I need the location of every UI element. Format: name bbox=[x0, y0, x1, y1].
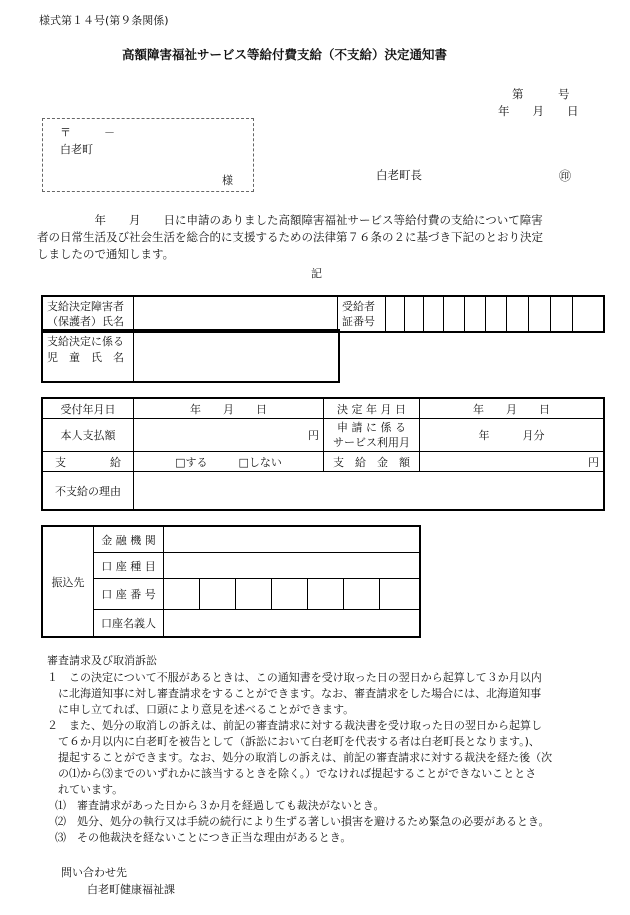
bank-label: 金 融 機 関 bbox=[94, 527, 164, 553]
contact-label: 問い合わせ先 bbox=[61, 866, 127, 879]
cert-digit-box[interactable] bbox=[405, 297, 424, 332]
recipient-label-line-2: （保護者）氏名 bbox=[47, 315, 124, 328]
contact-department: 白老町健康福祉課 bbox=[87, 883, 175, 896]
note-2-line-5: れています。 bbox=[47, 783, 124, 796]
service-month-field[interactable]: 年 月分 bbox=[420, 419, 604, 452]
page-title: 高額障害福祉サービス等給付費支給（不支給）決定通知書 bbox=[122, 47, 448, 62]
payment-no-checkbox[interactable]: □しない bbox=[238, 455, 282, 469]
note-2-line-3: 提起することができます。なお、処分の取消しの訴えは、前記の審査請求に対する裁決を経た後（次 bbox=[47, 751, 553, 764]
cert-digit-box[interactable] bbox=[386, 297, 405, 332]
receipt-date-label: 受付年月日 bbox=[43, 399, 134, 419]
note-1-line-3: に申し立てれば、口頭により意見を述べることができます。 bbox=[47, 703, 355, 716]
child-label-line-1: 支給決定に係る bbox=[47, 335, 124, 348]
account-holder-label: 口座名義人 bbox=[94, 610, 164, 637]
account-digit-box[interactable] bbox=[308, 579, 344, 610]
condition-1: ⑴ 審査請求があった日から３か月を経過しても裁決がないとき。 bbox=[55, 799, 385, 812]
account-type-field[interactable] bbox=[164, 553, 420, 579]
payment-yes-checkbox[interactable]: □する bbox=[175, 455, 208, 469]
note-1-line-2: に北海道知事に対し審査請求をすることができます。なお、審査請求をした場合には、北海道知事 bbox=[47, 687, 542, 700]
service-month-label bbox=[324, 419, 420, 452]
child-name-label bbox=[43, 331, 134, 382]
cert-label-line-2: 証番号 bbox=[342, 315, 375, 328]
account-type-label: 口 座 種 目 bbox=[94, 553, 164, 579]
seal-mark: ㊞ bbox=[559, 169, 572, 183]
note-2-line-4: の⑴から⑶までのいずれかに該当するときを除く。）でなければ提起することができないこととさ bbox=[47, 767, 537, 780]
self-pay-label: 本人支払額 bbox=[43, 419, 134, 452]
cert-digit-box[interactable] bbox=[465, 297, 486, 332]
intro-line-1: 年 月 日に申請のありました高額障害福祉サービス等給付費の支給について障害 bbox=[37, 213, 543, 227]
account-digit-box[interactable] bbox=[344, 579, 380, 610]
bank-field[interactable] bbox=[164, 527, 420, 553]
recipient-table bbox=[42, 296, 604, 332]
address-town: 白老町 bbox=[60, 143, 93, 156]
condition-3: ⑶ その他裁決を経ないことにつき正当な理由があるとき。 bbox=[55, 831, 352, 844]
transfer-table bbox=[42, 526, 420, 637]
issue-date: 年 月 日 bbox=[498, 104, 579, 118]
cert-digit-box[interactable] bbox=[486, 297, 507, 332]
self-pay-field[interactable]: 円 bbox=[134, 419, 324, 452]
certificate-number-label bbox=[338, 297, 386, 332]
note-2-line-1: ２ また、処分の取消しの訴えは、前記の審査請求に対する裁決書を受け取った日の翌日から起算し bbox=[47, 719, 542, 732]
account-digit-box[interactable] bbox=[164, 579, 200, 610]
ki-heading: 記 bbox=[311, 267, 322, 280]
document-number: 第 号 bbox=[512, 87, 570, 101]
reason-field[interactable] bbox=[134, 472, 604, 510]
decision-table bbox=[42, 398, 604, 510]
child-label-line-2: 児 童 氏 名 bbox=[47, 351, 124, 364]
amount-field[interactable]: 円 bbox=[420, 452, 604, 472]
transfer-label: 振込先 bbox=[43, 527, 94, 637]
account-digit-box[interactable] bbox=[200, 579, 236, 610]
account-digit-box[interactable] bbox=[272, 579, 308, 610]
cert-digit-box[interactable] bbox=[444, 297, 465, 332]
note-2-line-2: て６か月以内に白老町を被告として（訴訟において白老町を代表する者は白老町長となります。)、 bbox=[47, 735, 540, 748]
intro-line-2: 者の日常生活及び社会生活を総合的に支援するための法律第７６条の２に基づき下記のとおり決定 bbox=[37, 230, 543, 244]
decision-date-field[interactable]: 年 月 日 bbox=[420, 399, 604, 419]
form-number: 様式第１４号(第９条関係) bbox=[39, 14, 169, 27]
addressee-honorific: 様 bbox=[222, 174, 233, 187]
condition-2: ⑵ 処分、処分の執行又は手続の続行により生ずる著しい損害を避けるため緊急の必要があるとき。 bbox=[55, 815, 550, 828]
service-month-label-line-2: サービス利用月 bbox=[333, 436, 410, 449]
recipient-label-line-1: 支給決定障害者 bbox=[47, 300, 124, 313]
amount-label: 支 給 金 額 bbox=[324, 452, 420, 472]
cert-digit-box[interactable] bbox=[551, 297, 573, 332]
decision-date-label: 決 定 年 月 日 bbox=[324, 399, 420, 419]
issuer-name: 白老町長 bbox=[376, 168, 422, 182]
intro-line-3: しましたので通知します。 bbox=[37, 247, 175, 261]
child-table bbox=[42, 330, 339, 382]
cert-digit-box[interactable] bbox=[424, 297, 444, 332]
account-digit-box[interactable] bbox=[236, 579, 272, 610]
cert-digit-box[interactable] bbox=[507, 297, 529, 332]
payment-options bbox=[134, 452, 324, 472]
postal-code: 〒 － bbox=[60, 126, 115, 139]
child-name-field[interactable] bbox=[134, 331, 339, 382]
account-digit-box[interactable] bbox=[380, 579, 420, 610]
recipient-name-label bbox=[43, 297, 134, 332]
recipient-name-field[interactable] bbox=[134, 297, 338, 332]
notes-heading: 審査請求及び取消訴訟 bbox=[47, 654, 157, 667]
cert-digit-box[interactable] bbox=[573, 297, 604, 332]
cert-label-line-1: 受給者 bbox=[342, 300, 375, 313]
account-holder-field[interactable] bbox=[164, 610, 420, 637]
reason-label: 不支給の理由 bbox=[43, 472, 134, 510]
payment-label: 支 給 bbox=[43, 452, 134, 472]
account-number-label: 口 座 番 号 bbox=[94, 579, 164, 610]
receipt-date-field[interactable]: 年 月 日 bbox=[134, 399, 324, 419]
cert-digit-box[interactable] bbox=[529, 297, 551, 332]
note-1-line-1: １ この決定について不服があるときは、この通知書を受け取った日の翌日から起算して３か月以内 bbox=[47, 671, 542, 684]
service-month-label-line-1: 申 請 に 係 る bbox=[337, 421, 406, 434]
